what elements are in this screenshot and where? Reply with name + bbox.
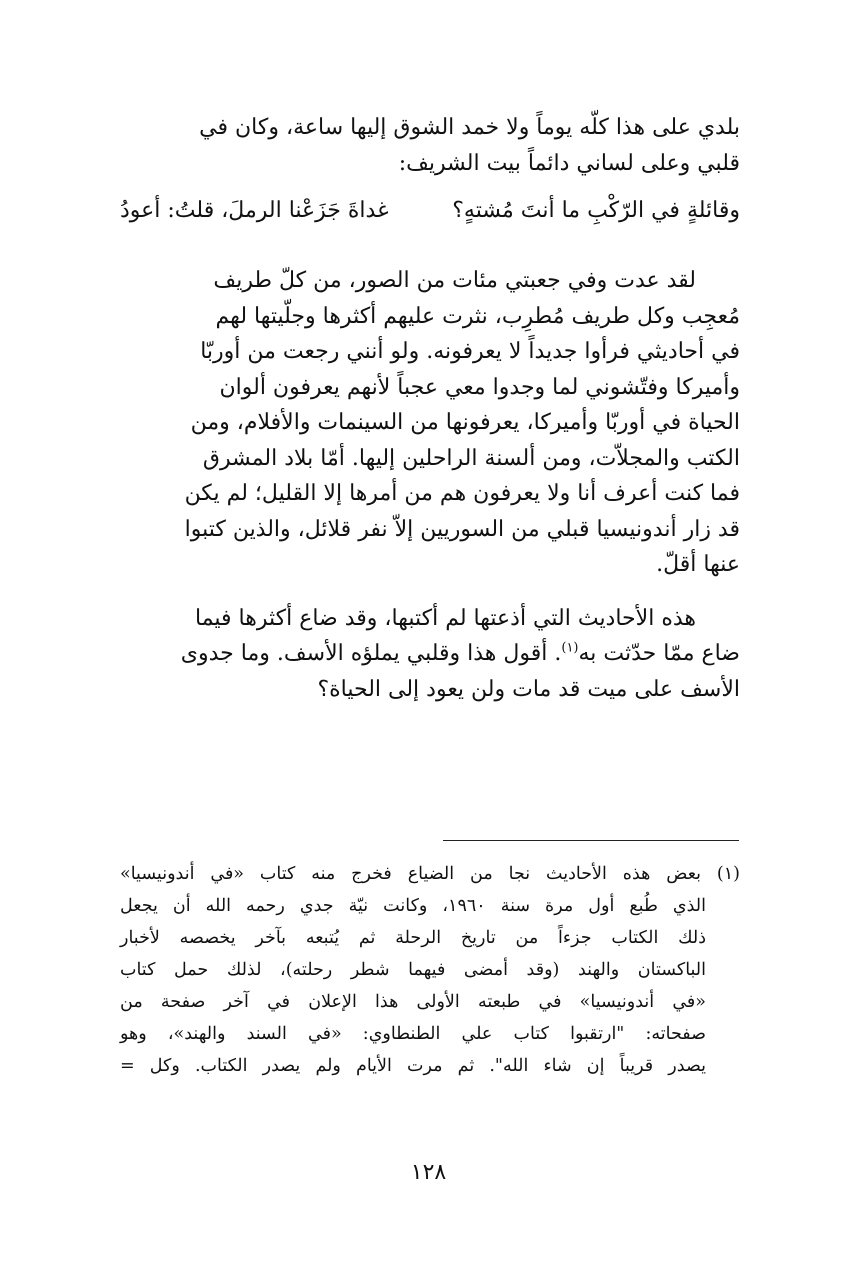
footnote-line: ذلك الكتاب جزءاً من تاريخ الرحلة ثم يُتبعه بآخر يخصصه لأخبار (120, 928, 706, 948)
text-line: لقد عدت وفي جعبتي مئات من الصور، من كلّ طريف (213, 268, 696, 293)
paragraph-1 (120, 110, 740, 181)
text-line: الكتب والمجلاّت، ومن ألسنة الراحلين إليها. أمّا بلاد المشرق (202, 445, 740, 471)
text-line: وأميركا وفتّشوني لما وجدوا معي عجباً لأنهم يعرفون ألوان (219, 374, 740, 400)
paragraph-3 (120, 601, 740, 708)
text-segment: ضاع ممّا حدّثت به (578, 641, 740, 666)
text-line: قلبي وعلى لساني دائماً بيت الشريف: (398, 150, 740, 176)
footnote-line: الباكستان والهند (وقد أمضى فيهما شطر رحلته)، لذلك حمل كتاب (120, 960, 706, 980)
page-body (120, 110, 740, 707)
text-line: بلدي على هذا كلّه يوماً ولا خمد الشوق إليها ساعة، وكان في (199, 115, 740, 140)
footnote-reference[interactable]: (١) (561, 640, 579, 656)
text-line: مُعجِب وكل طريف مُطرِب، نثرت عليهم أكثرها وجلّيتها لهم (215, 303, 740, 329)
verse-first-hemistich: وقائلةٍ في الرّكْبِ ما أنتَ مُشتهٍ؟ (452, 198, 740, 223)
footnote-separator (443, 840, 739, 841)
footnote-line: صفحاته: "ارتقبوا كتاب علي الطنطاوي: «في السند والهند»، وهو (120, 1024, 706, 1044)
text-line: عنها أقلّ. (656, 552, 740, 577)
footnote-line: يصدر قريباً إن شاء الله". ثم مرت الأيام ولم يصدر الكتاب. وكل = (120, 1056, 706, 1076)
text-line: هذه الأحاديث التي أذعتها لم أكتبها، وقد ضاع أكثرها فيما (194, 605, 696, 631)
text-line: فما كنت أعرف أنا ولا يعرفون هم من أمرها إلا القليل؛ لم يكن (184, 481, 740, 506)
page-number: ١٢٨ (410, 1160, 447, 1185)
text-segment: . أقول هذا وقلبي يملؤه الأسف. وما جدوى (180, 641, 562, 666)
text-line-with-footnote-ref (120, 636, 740, 672)
text-line: قد زار أندونيسيا قبلي من السوريين إلاّ نفر قلائل، والذين كتبوا (184, 516, 740, 542)
footnote-line: «في أندونيسيا» في طبعته الأولى هذا الإعلان في آخر صفحة من (120, 992, 706, 1012)
verse-second-hemistich: غداةَ جَزَعْنا الرملَ، قلتُ: أعودُ (120, 198, 389, 223)
footnote-line: (١) بعض هذه الأحاديث نجا من الضياع فخرج منه كتاب «في أندونيسيا» (120, 864, 740, 884)
text-line: الحياة في أوربّا وأميركا، يعرفونها من السينمات والأفلام، ومن (190, 410, 740, 435)
text-line: الأسف على ميت قد مات ولن يعود إلى الحياة؟ (317, 676, 740, 702)
footnote (120, 858, 740, 1082)
paragraph-2 (120, 263, 740, 583)
text-line: في أحاديثي فرأوا جديداً لا يعرفونه. ولو أنني رجعت من أوربّا (200, 339, 740, 364)
footnote-line: الذي طُبع أول مرة سنة ١٩٦٠، وكانت نيّة جدي رحمه الله أن يجعل (120, 896, 706, 916)
poetry-verse (120, 193, 740, 229)
